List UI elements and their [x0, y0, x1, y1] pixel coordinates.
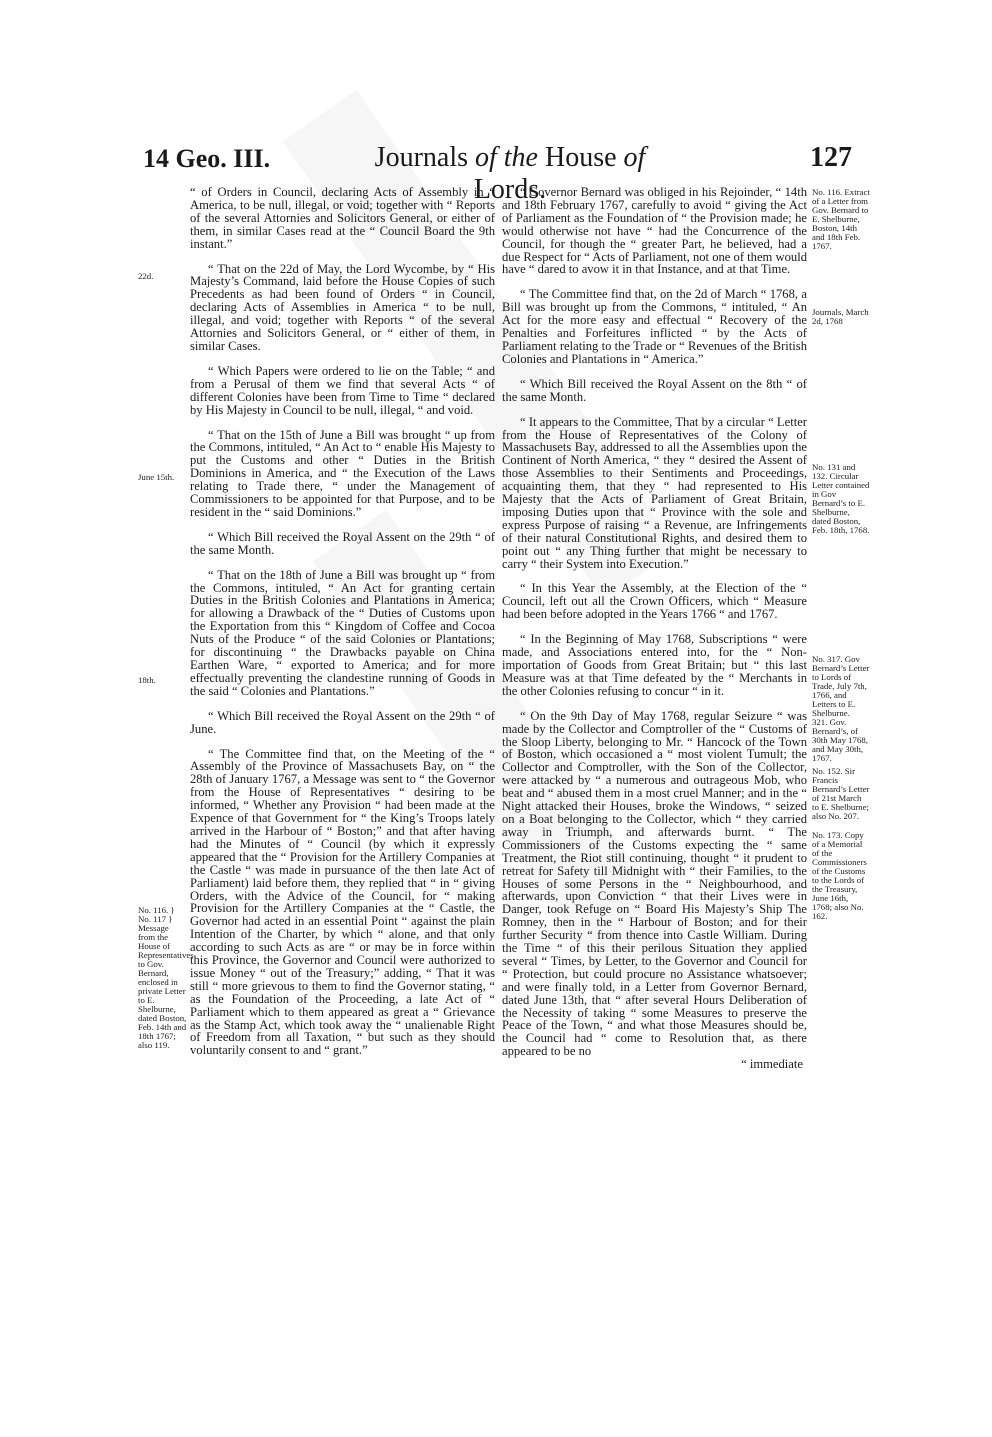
- paragraph: “ Which Papers were ordered to lie on the Table; “ and from a Perusal of them we find that several Acts “ of different Colonies have been from Time to Time “ declared by His Majesty in Council to be null, illegal, “ and void.: [190, 363, 495, 417]
- paragraph: “ That on the 15th of June a Bill was brought “ up from the Commons, intituled, “ An Act to “ enable His Majesty to put the Customs and other “ Duties in the British Dominions in America, and “ the Execution of the Laws relating to Trade there, “ under the Management of Commissioners to be appointed for that Purpose, and to be resident in the “ said Dominions.”: [190, 427, 495, 519]
- margin-note-right-5: 321. Gov. Bernard’s, of 30th May 1768, and May 30th, 1767.: [812, 717, 868, 763]
- paragraph: “ The Committee find that, on the Meeting of the “ Assembly of the Province of Massachusets Bay, on “ the 28th of January 1767, a Message was sent to “ the Governor from the House of Representatives “ desiring to be informed, “ Whether any Provision “ had been made at the Expence of that Government for “ the King’s Troops lately arrived in the Harbour of “ Boston;” and that after having had the Minutes of “ Council (by which it expressly appeared that the “ Provision for the Artillery Companies at the Castle “ was made in pursuance of the then late Act of Parliament) laid before them, they replied that “ in “ giving Orders, with the Advice of the Council, for “ making Provision for the Artillery Companies at the “ Castle, the Governor had acted in an essential Point “ against the plain Intention of the Charter, by which “ alone, and that only according to such Acts as are “ or may be in force within this Province, the Governor and Council were authorized to issue Money “ out of the Treasury;” adding, “ That it was still “ more grievous to them to find the Governor stating, “ as the Foundation of the Proceeding, a late Act of “ Parliament which to them appeared as great a “ Grievance as the Stamp Act, which took away the “ unalienable Right of Freedom from all Taxation, “ but such as they should voluntarily consent to and “ grant.”: [190, 746, 495, 1058]
- margin-note-left-1: 22d.: [138, 271, 154, 281]
- margin-note-right-2: Journals, March 2d, 1768: [812, 307, 869, 326]
- paragraph: “ That on the 18th of June a Bill was brought up “ from the Commons, intituled, “ An Act for granting certain Duties in the British Colonies and Plantations in America; for allowing a Drawback of the “ Duties of Customs upon the Exportation from this “ Kingdom of Coffee and Cocoa Nuts of the Produce “ of the said Colonies or Plantations; for discontinuing “ the Drawbacks payable on China Earthen Ware, “ exported to America; and for more effectually preventing the clandestine running of Goods in the said “ Colonies and Plantations.”: [190, 567, 495, 698]
- regnal-year: 14 Geo. III.: [143, 144, 271, 173]
- margin-note-left-2: June 15th.: [138, 472, 175, 482]
- catchword: “ immediate: [741, 1057, 803, 1072]
- margin-note-right-3: No. 131 and 132. Circular Letter contained in Gov Bernard’s to E. Shelburne, dated Boston, Feb. 18th, 1768.: [812, 462, 870, 535]
- paragraph: “ On the 9th Day of May 1768, regular Seizure “ was made by the Collector and Comptroller of the “ Customs of the Sloop Liberty, belonging to Mr. “ Hancock of the Town of Boston, which occasioned a “ most violent Tumult; the Collector and Comptroller, with the Son of the Collector, were attacked by “ a numerous and outrageous Mob, who beat and “ abused them in a most cruel Manner; and in the “ Night attacked their Houses, broke the Windows, “ seized on a Boat belonging to the Collector, which “ they carried away in Triumph, and afterwards burnt. “ The Commissioners of the Customs expecting the “ same Treatment, the Riot still continuing, thought “ it prudent to retreat for Safety till Midnight with “ their Families, to the Houses of some Persons in the “ Neighbourhood, and afterwards, upon Conviction “ that their Lives were in Danger, took Refuge on “ Board His Majesty’s Ship The Romney, then in the “ Harbour of Boston; and for their further Security “ from thence into Castle William. During the Time “ of this their perilous Situation they applied several “ Times, by Letter, to the Governor and Council for “ Protection, but could procure no Assistance whatsoever; and were finally told, in a Letter from Governor Bernard, dated June 13th, that “ after several Hours Deliberation of the Necessity of taking “ some Measures to preserve the Peace of the Town, “ and what those Measures should be, the Council had “ come to Resolution that, as there appeared to be no: [502, 708, 807, 1059]
- margin-note-left-4: No. 116. } No. 117 } Message from the House of Representatives to Gov. Bernard, enclosed in private Letter to E. Shelburne, dated Boston, Feb. 14th and 18th 1767; also 119.: [138, 905, 194, 1050]
- left-column: [190, 186, 495, 1069]
- margin-note-right-7: No. 173. Copy of a Memorial of the Commissioners of the Customs to the Lords of the Treasury, June 16th, 1768; also No. 162.: [812, 830, 867, 921]
- page-number: 127: [810, 142, 852, 173]
- paragraph: “ Which Bill received the Royal Assent on the 8th “ of the same Month.: [502, 376, 807, 404]
- margin-note-right-6: No. 152. Sir Francis Bernard’s Letter of 21st March to E. Shelburne; also No. 207.: [812, 766, 870, 821]
- margin-note-right-1: No. 116. Extract of a Letter from Gov. Bernard to E. Shelburne, Boston, 14th and 18th Feb. 1767.: [812, 187, 870, 251]
- paragraph: “ In the Beginning of May 1768, Subscriptions “ were made, and Associations entered into, for the “ Non-importation of Goods from Great Britain; but “ this last Measure was at that Time defeated by the “ Merchants in the other Colonies refusing to concur “ in it.: [502, 632, 807, 698]
- margin-note-left-3: 18th.: [138, 675, 156, 685]
- running-header: [0, 140, 992, 205]
- paragraph: “ It appears to the Committee, That by a circular “ Letter from the House of Representatives of the Colony of Massachusets Bay, addressed to all the Assemblies upon the Continent of North America, “ they “ desired the Assent of those Assemblies to their Sentiments and Proceedings, acquainting them, that they “ had represented to His Majesty that the Acts of Parliament of Great Britain, imposing Duties upon that “ Province with the sole and express Purpose of raising “ a Revenue, are Infringements of their natural Constitutional Rights, and desired them to point out “ any Thing further that might be necessary to carry “ their System into Execution.”: [502, 414, 807, 571]
- margin-note-right-4: No. 317. Gov Bernard’s Letter to Lords of Trade, July 7th, 1766, and Letters to E. Shelburne.: [812, 654, 870, 718]
- paragraph: “ Which Bill received the Royal Assent on the 29th “ of June.: [190, 708, 495, 736]
- journal-title: Journals of the House of Lords.: [374, 142, 646, 205]
- right-column: [502, 186, 807, 1071]
- paragraph: “ The Committee find that, on the 2d of March “ 1768, a Bill was brought up from the Commons, “ intituled, “ An Act for the more easy and effectual “ Recovery of the Penalties and Forfeitures inflicted “ by the Acts of Parliament relating to the Trade or “ Revenues of the British Colonies and Plantations in “ America.”: [502, 287, 807, 366]
- paragraph: “ Which Bill received the Royal Assent on the 29th “ of the same Month.: [190, 529, 495, 557]
- paragraph: “ of Orders in Council, declaring Acts of Assembly in “ America, to be null, illegal, or void; together with “ Reports of the several Attornies and Solicitors General, or either of them, in similar Cases read at the “ Council Board the 9th instant.”: [190, 185, 495, 251]
- paragraph: “ In this Year the Assembly, at the Election of the “ Council, left out all the Crown Officers, which “ Measure had been before adopted in the Years 1766 “ and 1767.: [502, 581, 807, 622]
- paragraph: “ Governor Bernard was obliged in his Rejoinder, “ 14th and 18th February 1767, carefully to avoid “ giving the Act of Parliament as the Foundation of “ the Provision made; he would otherwise not have “ had the Concurrence of the Council, for though the “ greater Part, he believed, had a due Respect for “ Acts of Parliament, not one of them would have “ dared to avow it in that Instance, and at that Time.: [502, 185, 807, 277]
- paragraph: “ That on the 22d of May, the Lord Wycombe, by “ His Majesty’s Command, laid before the House Copies of such Precedents as had been found of Orders “ in Council, declaring Acts of Assemblies in America “ to be null, illegal, and void; together with Reports “ of the several Attornies and Solicitors General, or “ either of them, in similar Cases.: [190, 261, 495, 353]
